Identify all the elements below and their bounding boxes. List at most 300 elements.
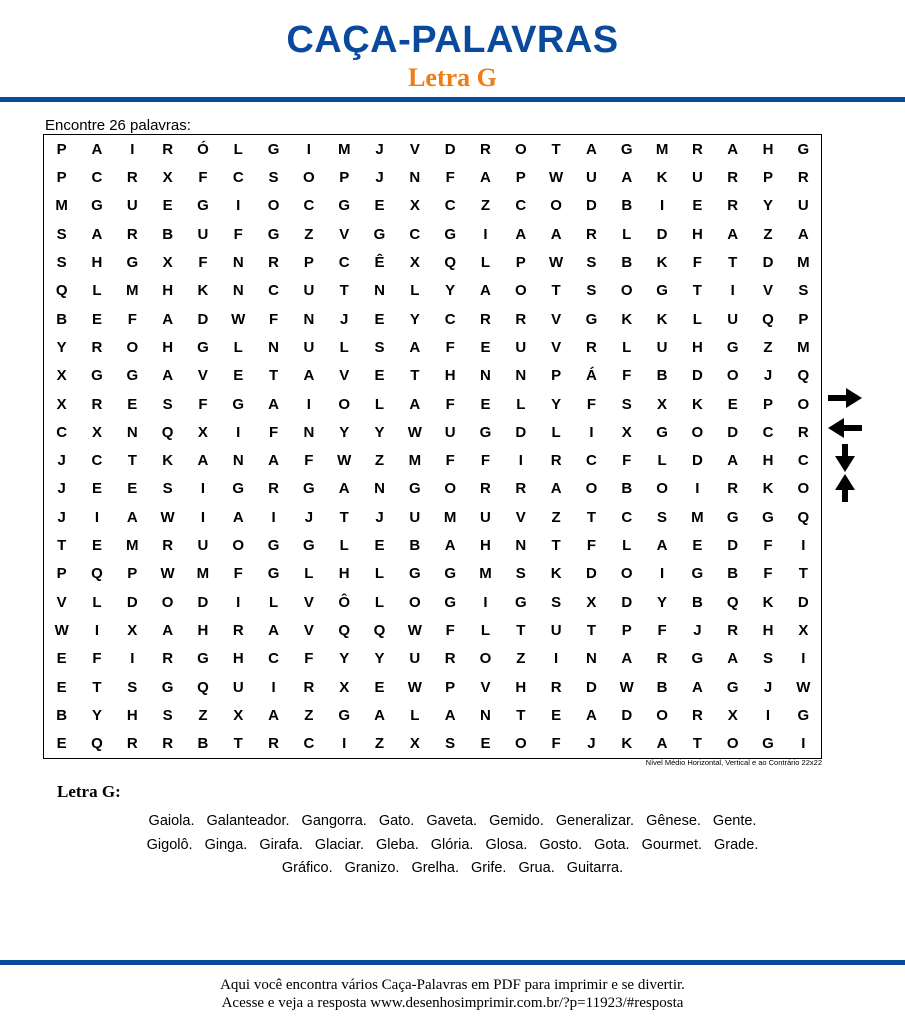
- grid-letter: K: [621, 735, 633, 753]
- grid-letter: Q: [797, 508, 810, 526]
- grid-letter: F: [586, 537, 596, 555]
- word-list-item: Girafa.: [259, 836, 303, 853]
- grid-letter: O: [408, 593, 421, 611]
- grid-letter: C: [797, 452, 809, 470]
- word-list-line: [45, 857, 860, 881]
- grid-letter: R: [691, 707, 703, 725]
- word-list-item: Gaiola.: [148, 813, 195, 829]
- grid-letter: X: [127, 622, 138, 640]
- grid-letter: J: [763, 678, 773, 696]
- word-list-item: Gigolô.: [146, 836, 193, 853]
- grid-letter: U: [303, 338, 315, 356]
- grid-letter: W: [407, 622, 422, 640]
- grid-letter: A: [303, 367, 315, 385]
- grid-letter: H: [444, 367, 456, 385]
- grid-letter: U: [797, 197, 809, 215]
- grid-letter: V: [515, 508, 526, 526]
- grid-letter: F: [445, 622, 455, 640]
- grid-letter: Q: [161, 423, 174, 441]
- grid-letter: O: [550, 197, 562, 215]
- grid-letter: Á: [586, 367, 597, 385]
- footer-line-1: Aqui você encontra vários Caça-Palavras em PDF para imprimir e se divertir.: [220, 977, 685, 993]
- bottom-divider: [0, 960, 905, 965]
- grid-letter: P: [515, 253, 526, 271]
- grid-letter: Z: [763, 225, 773, 243]
- grid-letter: I: [271, 678, 276, 696]
- grid-letter: F: [268, 310, 279, 328]
- grid-letter: R: [727, 622, 739, 640]
- grid-letter: U: [303, 282, 315, 300]
- arrow-down-icon: [835, 444, 855, 472]
- grid-letter: C: [762, 423, 774, 441]
- grid-letter: Y: [763, 197, 774, 215]
- grid-letter: M: [797, 253, 810, 271]
- grid-letter: N: [374, 480, 385, 498]
- grid-letter: I: [589, 423, 594, 441]
- grid-letter: G: [726, 678, 739, 696]
- grid-letter: V: [339, 367, 350, 385]
- grid-letter: G: [656, 423, 668, 441]
- grid-letter: R: [656, 650, 668, 668]
- grid-letter: E: [727, 395, 738, 413]
- grid-letter: O: [620, 282, 633, 300]
- grid-letter: D: [197, 593, 209, 611]
- grid-letter: H: [480, 537, 491, 555]
- grid-letter: L: [374, 395, 385, 413]
- grid-letter: V: [551, 338, 562, 356]
- grid-letter: N: [303, 423, 315, 441]
- grid-letter: J: [693, 622, 702, 640]
- grid-letter: M: [408, 452, 422, 470]
- grid-letter: I: [236, 197, 241, 215]
- grid-letter: M: [797, 338, 810, 356]
- grid-letter: S: [798, 282, 809, 300]
- grid-letter: L: [304, 565, 314, 583]
- grid-letter: N: [515, 367, 527, 385]
- grid-letter: Z: [374, 735, 385, 753]
- grid-letter: W: [231, 310, 246, 328]
- grid-letter: P: [339, 168, 350, 186]
- grid-letter: F: [233, 565, 243, 583]
- grid-letter: G: [126, 367, 139, 385]
- grid-letter: V: [339, 225, 350, 243]
- grid-letter: A: [91, 225, 103, 243]
- grid-letter: V: [551, 310, 562, 328]
- grid-letter: X: [162, 168, 173, 186]
- grid-letter: A: [126, 508, 138, 526]
- grid-letter: W: [337, 452, 352, 470]
- word-list-item: Glória.: [430, 836, 474, 853]
- grid-letter: G: [726, 508, 739, 526]
- grid-letter: C: [268, 650, 279, 668]
- grid-letter: H: [691, 225, 703, 243]
- grid-letter: A: [480, 282, 491, 300]
- grid-letter: R: [691, 140, 703, 158]
- grid-letter: G: [161, 678, 174, 696]
- grid-letter: S: [374, 338, 385, 356]
- grid-letter: T: [692, 735, 702, 753]
- grid-letter: L: [551, 423, 561, 441]
- letter-grid: [44, 135, 821, 758]
- grid-letter: R: [162, 537, 174, 555]
- grid-letter: J: [375, 168, 384, 186]
- grid-letter: J: [57, 480, 66, 498]
- grid-letter: F: [92, 650, 102, 668]
- word-list-item: Ginga.: [204, 836, 248, 853]
- grid-letter: C: [338, 253, 350, 271]
- grid-letter: C: [444, 310, 456, 328]
- grid-letter: V: [303, 593, 314, 611]
- grid-letter: P: [445, 678, 456, 696]
- grid-letter: R: [268, 480, 279, 498]
- grid-letter: U: [727, 310, 739, 328]
- grid-letter: Q: [91, 735, 103, 753]
- grid-letter: E: [374, 678, 385, 696]
- grid-letter: J: [340, 310, 349, 328]
- grid-letter: K: [550, 565, 562, 583]
- grid-letter: S: [551, 593, 562, 611]
- grid-letter: Z: [198, 707, 208, 725]
- page-title: CAÇA-PALAVRAS: [286, 19, 619, 61]
- grid-letter: P: [515, 168, 526, 186]
- grid-letter: Y: [374, 423, 385, 441]
- grid-letter: I: [342, 735, 347, 753]
- grid-letter: F: [551, 735, 561, 753]
- grid-letter: N: [586, 650, 597, 668]
- grid-letter: L: [374, 565, 385, 583]
- grid-letter: Y: [374, 650, 385, 668]
- grid-letter: A: [162, 367, 174, 385]
- grid-letter: I: [518, 452, 523, 470]
- grid-letter: A: [232, 508, 244, 526]
- grid-letter: A: [727, 140, 739, 158]
- grid-letter: I: [236, 423, 241, 441]
- grid-letter: O: [585, 480, 598, 498]
- word-list-item: Gangorra.: [301, 813, 367, 829]
- grid-letter: A: [621, 168, 633, 186]
- grid-letter: K: [762, 593, 774, 611]
- grid-letter: D: [126, 593, 138, 611]
- word-list-item: Glaciar.: [314, 836, 365, 853]
- grid-letter: I: [695, 480, 700, 498]
- grid-letter: S: [586, 253, 597, 271]
- grid-letter: C: [586, 452, 597, 470]
- grid-letter: F: [127, 310, 137, 328]
- grid-letter: F: [198, 253, 208, 271]
- grid-letter: V: [303, 622, 314, 640]
- grid-letter: W: [54, 622, 69, 640]
- grid-letter: C: [303, 197, 315, 215]
- grid-letter: M: [196, 565, 210, 583]
- grid-letter: G: [585, 310, 598, 328]
- grid-letter: Y: [445, 282, 456, 300]
- grid-letter: A: [268, 707, 279, 725]
- grid-letter: E: [551, 707, 562, 725]
- word-list-item: Granizo.: [344, 860, 400, 876]
- grid-letter: D: [797, 593, 809, 611]
- grid-letter: I: [200, 480, 205, 498]
- grid-letter: D: [691, 452, 703, 470]
- grid-letter: R: [444, 650, 456, 668]
- grid-letter: N: [480, 367, 491, 385]
- grid-letter: B: [197, 735, 209, 753]
- grid-letter: T: [551, 140, 561, 158]
- grid-letter: E: [374, 537, 385, 555]
- grid-letter: G: [267, 565, 280, 583]
- grid-letter: L: [657, 452, 667, 470]
- word-list-item: Gemido.: [489, 813, 544, 829]
- grid-letter: Q: [797, 367, 810, 385]
- grid-letter: V: [409, 140, 420, 158]
- grid-letter: O: [797, 395, 810, 413]
- grid-letter: L: [622, 225, 632, 243]
- footer: [0, 976, 905, 1012]
- grid-letter: U: [409, 650, 421, 668]
- grid-letter: N: [232, 253, 244, 271]
- grid-letter: O: [656, 707, 668, 725]
- grid-letter: G: [408, 480, 421, 498]
- grid-letter: G: [726, 338, 739, 356]
- grid-letter: G: [762, 508, 774, 526]
- grid-letter: K: [197, 282, 209, 300]
- grid-letter: I: [236, 593, 241, 611]
- grid-letter: H: [91, 253, 103, 271]
- grid-letter: A: [550, 480, 562, 498]
- grid-letter: G: [197, 197, 209, 215]
- grid-letter: L: [480, 622, 491, 640]
- word-list-item: Grua.: [518, 860, 555, 876]
- grid-letter: R: [232, 622, 244, 640]
- grid-letter: N: [232, 282, 244, 300]
- grid-letter: I: [130, 140, 135, 158]
- grid-letter: A: [268, 622, 279, 640]
- grid-letter: A: [797, 225, 809, 243]
- instructions: Encontre 26 palavras:: [45, 117, 191, 134]
- grid-letter: C: [621, 508, 633, 526]
- grid-letter: E: [56, 650, 67, 668]
- grid-letter: N: [303, 310, 315, 328]
- grid-letter: L: [233, 338, 243, 356]
- grid-letter: T: [268, 367, 279, 385]
- grid-letter: F: [622, 452, 632, 470]
- grid-letter: S: [515, 565, 526, 583]
- grid-letter: F: [657, 622, 667, 640]
- grid-letter: I: [801, 650, 806, 668]
- grid-letter: A: [727, 452, 739, 470]
- grid-letter: X: [621, 423, 632, 441]
- grid-letter: F: [198, 395, 208, 413]
- grid-letter: A: [162, 310, 174, 328]
- grid-letter: N: [480, 707, 491, 725]
- word-list-item: Grade.: [714, 836, 759, 853]
- grid-letter: E: [91, 537, 102, 555]
- grid-letter: G: [691, 650, 704, 668]
- grid-letter: T: [127, 452, 137, 470]
- grid-letter: S: [657, 508, 668, 526]
- grid-letter: S: [56, 225, 67, 243]
- grid-letter: N: [374, 282, 385, 300]
- grid-letter: B: [621, 197, 633, 215]
- grid-letter: A: [409, 395, 421, 413]
- grid-letter: Q: [726, 593, 739, 611]
- grid-letter: H: [762, 622, 774, 640]
- grid-letter: A: [656, 537, 668, 555]
- grid-letter: A: [91, 140, 103, 158]
- grid-letter: T: [92, 678, 102, 696]
- grid-letter: A: [727, 225, 739, 243]
- grid-letter: T: [57, 537, 67, 555]
- grid-letter: T: [692, 282, 702, 300]
- grid-letter: A: [480, 168, 491, 186]
- grid-letter: P: [621, 622, 632, 640]
- grid-letter: Q: [444, 253, 456, 271]
- grid-letter: L: [92, 593, 102, 611]
- grid-letter: S: [162, 707, 173, 725]
- grid-letter: V: [56, 593, 67, 611]
- grid-letter: Q: [55, 282, 68, 300]
- grid-letter: E: [374, 310, 385, 328]
- grid-letter: A: [550, 225, 562, 243]
- grid-letter: G: [762, 735, 774, 753]
- grid-letter: P: [127, 565, 138, 583]
- grid-letter: S: [127, 678, 138, 696]
- grid-letter: B: [656, 678, 668, 696]
- grid-letter: O: [656, 480, 668, 498]
- grid-letter: F: [622, 367, 632, 385]
- grid-letter: F: [763, 537, 773, 555]
- grid-letter: I: [306, 140, 311, 158]
- grid-letter: X: [657, 395, 668, 413]
- grid-letter: F: [304, 650, 314, 668]
- grid-letter: L: [516, 395, 526, 413]
- grid-letter: B: [621, 253, 633, 271]
- grid-letter: J: [57, 452, 66, 470]
- grid-letter: Ô: [338, 593, 351, 611]
- top-divider: [0, 97, 905, 102]
- grid-letter: R: [586, 338, 597, 356]
- grid-letter: O: [338, 395, 351, 413]
- grid-letter: L: [268, 593, 279, 611]
- grid-letter: G: [303, 537, 315, 555]
- grid-letter: I: [801, 537, 806, 555]
- grid-letter: J: [304, 508, 314, 526]
- grid-letter: V: [480, 678, 491, 696]
- grid-letter: R: [303, 678, 315, 696]
- grid-letter: I: [306, 395, 311, 413]
- grid-letter: R: [162, 140, 174, 158]
- grid-letter: G: [91, 367, 103, 385]
- grid-letter: G: [444, 225, 456, 243]
- grid-letter: J: [587, 735, 596, 753]
- grid-letter: L: [692, 310, 702, 328]
- grid-letter: E: [374, 197, 385, 215]
- grid-letter: Y: [551, 395, 562, 413]
- grid-letter: J: [375, 140, 384, 158]
- grid-letter: E: [692, 197, 703, 215]
- grid-letter: K: [656, 253, 668, 271]
- grid-letter: Z: [516, 650, 526, 668]
- grid-letter: T: [339, 508, 349, 526]
- grid-letter: A: [656, 735, 668, 753]
- grid-letter: D: [691, 367, 703, 385]
- grid-letter: D: [762, 253, 774, 271]
- grid-letter: I: [554, 650, 559, 668]
- grid-letter: I: [271, 508, 276, 526]
- arrow-left-icon: [828, 418, 862, 438]
- grid-letter: R: [162, 650, 174, 668]
- grid-letter: G: [197, 338, 209, 356]
- grid-letter: U: [126, 197, 138, 215]
- grid-letter: I: [483, 593, 488, 611]
- word-list-line: [45, 834, 860, 858]
- word-list-item: Grife.: [471, 860, 507, 876]
- grid-letter: L: [339, 338, 349, 356]
- grid-letter: P: [763, 168, 774, 186]
- grid-letter: G: [197, 650, 209, 668]
- grid-letter: L: [622, 338, 632, 356]
- grid-letter: J: [375, 508, 384, 526]
- grid-letter: G: [91, 197, 103, 215]
- grid-letter: R: [268, 735, 279, 753]
- grid-letter: H: [232, 650, 244, 668]
- grid-letter: R: [91, 338, 103, 356]
- grid-letter: A: [586, 140, 597, 158]
- grid-letter: G: [514, 593, 527, 611]
- grid-letter: O: [514, 735, 527, 753]
- grid-letter: P: [798, 310, 809, 328]
- grid-letter: C: [232, 168, 244, 186]
- grid-letter: R: [550, 452, 562, 470]
- grid-letter: D: [621, 707, 633, 725]
- grid-letter: G: [232, 395, 245, 413]
- grid-letter: B: [691, 593, 703, 611]
- grid-letter: A: [197, 452, 209, 470]
- grid-letter: R: [727, 168, 739, 186]
- grid-letter: Y: [91, 707, 102, 725]
- grid-letter: O: [514, 140, 527, 158]
- grid-letter: E: [56, 678, 67, 696]
- grid-letter: N: [268, 338, 279, 356]
- arrow-up-icon: [835, 474, 855, 502]
- grid-letter: O: [726, 735, 739, 753]
- grid-letter: X: [56, 367, 67, 385]
- word-list-item: Gênese.: [646, 813, 701, 829]
- grid-letter: I: [130, 650, 135, 668]
- grid-letter: U: [691, 168, 703, 186]
- grid-letter: X: [798, 622, 809, 640]
- grid-letter: X: [339, 678, 350, 696]
- word-list-item: Gleba.: [376, 836, 419, 853]
- word-list-item: Grelha.: [411, 860, 459, 876]
- grid-letter: U: [656, 338, 668, 356]
- grid-letter: J: [57, 508, 66, 526]
- grid-letter: B: [409, 537, 421, 555]
- grid-letter: W: [407, 423, 422, 441]
- grid-letter: F: [586, 395, 596, 413]
- grid-letter: G: [620, 140, 633, 158]
- footer-line-2: Acesse e veja a resposta www.desenhosimprimir.com.br/?p=11923/#resposta: [221, 995, 684, 1011]
- grid-letter: S: [621, 395, 632, 413]
- grid-letter: L: [233, 140, 243, 158]
- grid-letter: B: [56, 310, 68, 328]
- grid-letter: D: [197, 310, 209, 328]
- grid-letter: W: [160, 565, 175, 583]
- grid-letter: E: [233, 367, 244, 385]
- grid-letter: E: [56, 735, 67, 753]
- word-list-item: Gaveta.: [426, 813, 478, 829]
- grid-letter: F: [268, 423, 279, 441]
- grid-letter: I: [94, 508, 100, 526]
